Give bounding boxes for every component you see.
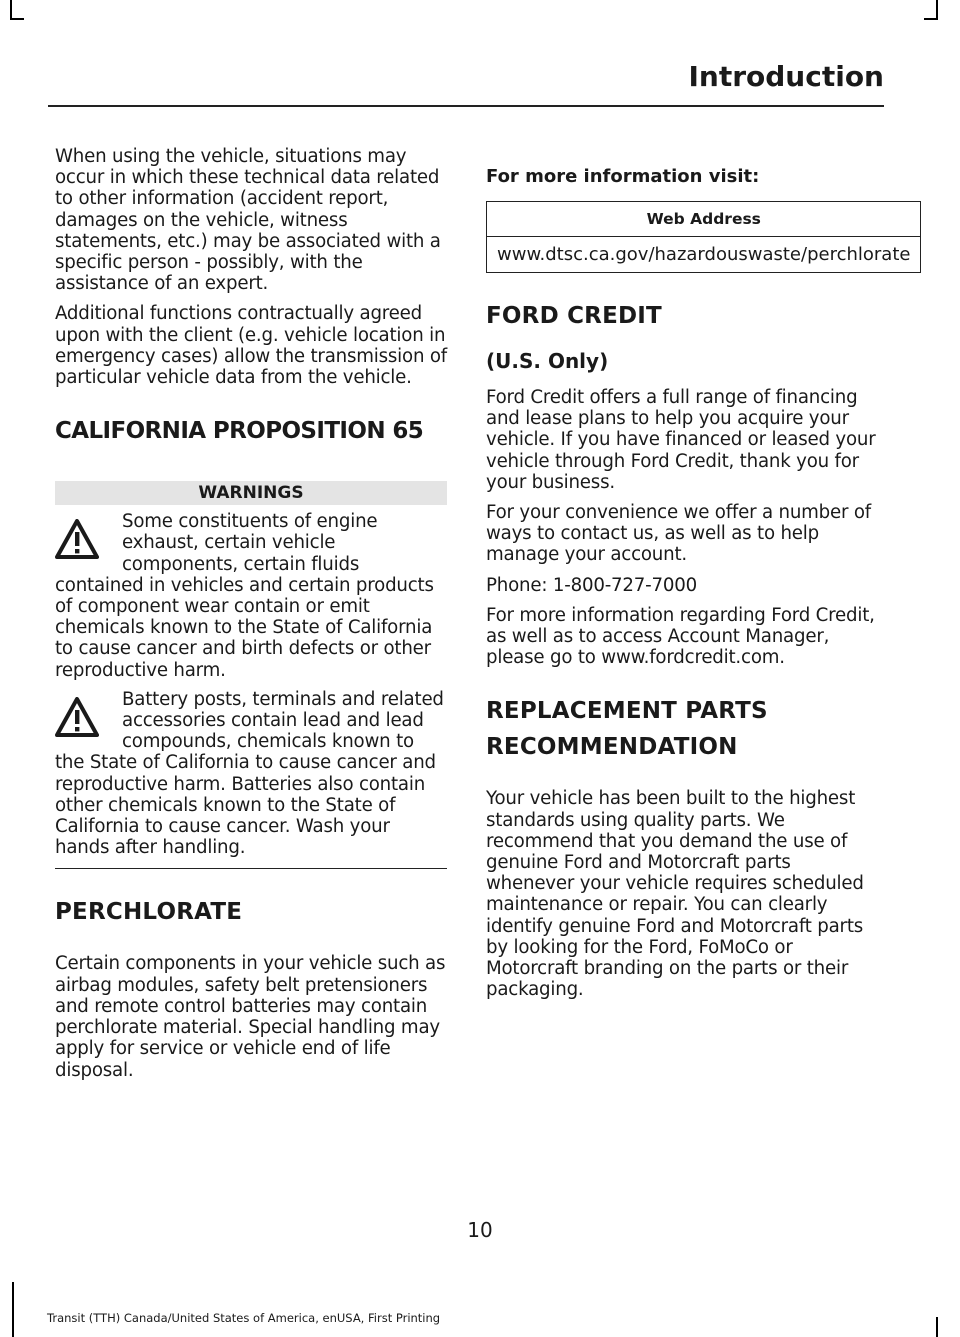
left-column	[55, 146, 447, 1090]
crop-mark	[10, 18, 24, 20]
crop-mark	[936, 0, 938, 20]
warning-item	[55, 689, 447, 859]
paragraph-perchlorate: Certain components in your vehicle such as airbag modules, safety belt pretensioners and remote control batteries may contain perchlorate material. Special handling may apply for service or vehicle end of life disposal.	[55, 953, 446, 1081]
paragraph-account-manager: For more information regarding Ford Credit, as well as to access Account Manager, please go to www.fordcredit.com.	[486, 604, 875, 669]
page-title: Introduction	[688, 60, 884, 93]
page-number: 10	[467, 1218, 493, 1242]
warning-triangle-icon	[55, 697, 99, 737]
warning-triangle-icon	[55, 519, 99, 559]
footer-printing: Transit (TTH) Canada/United States of America, enUSA, First Printing	[47, 1311, 441, 1325]
warning-item	[55, 511, 447, 681]
warnings-end-rule	[55, 868, 447, 869]
crop-mark	[924, 18, 938, 20]
warning-text-battery: Battery posts, terminals and related accessories contain lead and lead compounds, chemicals known to the State of California to cause cancer and reproductive harm. Batteries also contain other chemicals known to the State of California to cause cancer. Wash your hands after handling.	[55, 688, 444, 859]
warning-text-engine-exhaust: Some constituents of engine exhaust, certain vehicle components, certain fluids contained in vehicles and certain products of component wear contain or emit chemicals known to the State of California to cause cancer and birth defects or other reproductive harm.	[55, 511, 434, 681]
header-rule	[48, 105, 884, 107]
paragraph-additional-functions: Additional functions contractually agreed upon with the client (e.g. vehicle location in emergency cases) allow the transmission of particular vehicle data from the vehicle.	[55, 303, 447, 389]
section-heading-ford-credit: FORD CREDIT	[486, 303, 662, 329]
paragraph-replacement-parts: Your vehicle has been built to the highest standards using quality parts. We recommend that you demand the use of genuine Ford and Motorcraft parts whenever your vehicle requires scheduled maintenance or repair. You can clearly identify genuine Ford and Motorcraft parts by looking for the Ford, FoMoCo or Motorcraft branding on the parts or their packaging.	[486, 788, 864, 1001]
section-heading-prop65: CALIFORNIA PROPOSITION 65	[55, 418, 424, 445]
crop-mark	[12, 1282, 14, 1337]
subheading-us-only: (U.S. Only)	[486, 349, 609, 373]
paragraph-contact: For your convenience we offer a number of ways to contact us, as well as to help manage your account.	[486, 502, 871, 566]
paragraph-financing: Ford Credit offers a full range of financing and lease plans to help you acquire your vehicle. If you have financed or leased your vehicle through Ford Credit, thank you for your business.	[486, 387, 876, 493]
paragraph-technical-data: When using the vehicle, situations may occur in which these technical data related to other information (accident report, damages on the vehicle, witness statements, etc.) may be associated with a specific person - possibly, with the assistance of an expert.	[55, 146, 441, 295]
table-cell-url: www.dtsc.ca.gov/hazardouswaste/perchlorate	[497, 244, 911, 265]
visit-label: For more information visit:	[486, 166, 760, 187]
table-header-web-address: Web Address	[487, 202, 921, 237]
crop-mark	[10, 0, 12, 20]
section-heading-recommendation: RECOMMENDATION	[486, 734, 738, 761]
warnings-label: WARNINGS	[55, 481, 447, 505]
web-address-table	[486, 201, 921, 273]
phone-number: Phone: 1-800-727-7000	[486, 574, 698, 596]
right-column	[486, 146, 911, 1009]
section-heading-replacement-parts: REPLACEMENT PARTS	[486, 698, 768, 725]
crop-mark	[936, 1317, 938, 1337]
section-heading-perchlorate: PERCHLORATE	[55, 899, 243, 926]
